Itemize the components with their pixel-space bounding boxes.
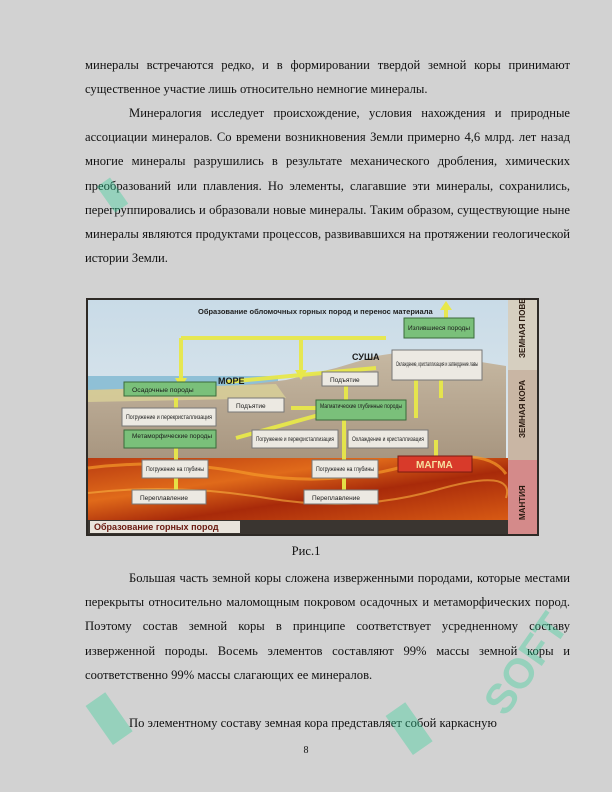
- sea-label: МОРЕ: [218, 376, 245, 386]
- page-number: 8: [303, 745, 309, 756]
- figure-caption: Рис.1: [291, 544, 321, 558]
- subsidence-left-label: Погружение и перекристаллизация: [126, 414, 213, 421]
- watermark-mark-1: ▮: [89, 168, 133, 218]
- svg-text:МАНТИЯ: МАНТИЯ: [518, 485, 527, 520]
- land-label: СУША: [352, 352, 380, 362]
- svg-text:Образование обломочных горных: [198, 307, 433, 316]
- paragraph-1: минералы встречаются редко, и в формировании твердой земной коры принимают существенное участие лишь относительно немногие минералы.: [85, 58, 570, 97]
- magma-label: МАГМА: [416, 460, 453, 471]
- svg-text:ЗЕМНАЯ КОРА: ЗЕМНАЯ КОРА: [518, 379, 527, 438]
- subsidence-mid-label: Погружение и перекристаллизация: [256, 436, 335, 443]
- metamorphic-label: Метаморфические породы: [132, 433, 213, 440]
- paragraph-4: По элементному составу земная кора представляет собой каркасную: [129, 716, 497, 730]
- sinking-mid-label: Погружение на глубины: [316, 466, 389, 473]
- watermark-text: SOFT: [474, 604, 577, 724]
- paragraph-3: Большая часть земной коры сложена изверженными породами, которые местами перекрыты относительно маломощным покровом осадочных и метаморфических пород. Поэтому состав земной коры в принципе соответствует усредненному составу изверженной породы. Восемь элементов составляют 99% массы земной коры и соответственно 99% массы слагающих ее минералов.: [85, 571, 570, 682]
- remelting-left-label: Переплавление: [140, 495, 188, 502]
- uplift-right-label: Подъятие: [330, 377, 360, 384]
- sinking-left-label: Погружение на глубины: [146, 466, 219, 473]
- watermark-mark-3: ▮: [373, 687, 439, 762]
- sedimentary-label: Осадочные породы: [132, 387, 194, 394]
- cooling-crystallization-label: Охлаждение и кристаллизация: [352, 436, 425, 443]
- paragraph-2: Минералогия исследует происхождение, условия нахождения и природные ассоциации минералов. Со времени возникновения Земли примерно 4,6 млрд. лет назад многие минералы разрушились в результате механического дробления, химических преобразований или плавления. Но элементы, слагавшие эти минералы, сохранились, перегруппировались и образовали новые минералы. Таким образом, существующие ныне минералы являются продуктами процессов, развивавшихся на протяжении геологической истории Земли.: [85, 106, 570, 266]
- magmatic-deep-label: Магматические глубинные породы: [320, 403, 430, 410]
- rock-cycle-figure: [86, 298, 539, 536]
- svg-text:ЗЕМНАЯ ПОВЕРХНОСТЬ: ЗЕМНАЯ ПОВЕРХНОСТЬ: [518, 298, 527, 358]
- remelting-mid-label: Переплавление: [312, 495, 360, 502]
- top-note: Образование обломочных горных пород и перенос материала: [198, 307, 433, 316]
- extrusive-label: Излившиеся породы: [408, 325, 471, 332]
- uplift-left-label: Подъятие: [236, 403, 266, 410]
- watermark-mark-2: ▮: [73, 677, 139, 752]
- cooling-lava-label: Охлаждение, кристаллизация и затвердение лавы: [396, 361, 479, 368]
- figure-title-banner: Образование горных пород: [94, 522, 219, 532]
